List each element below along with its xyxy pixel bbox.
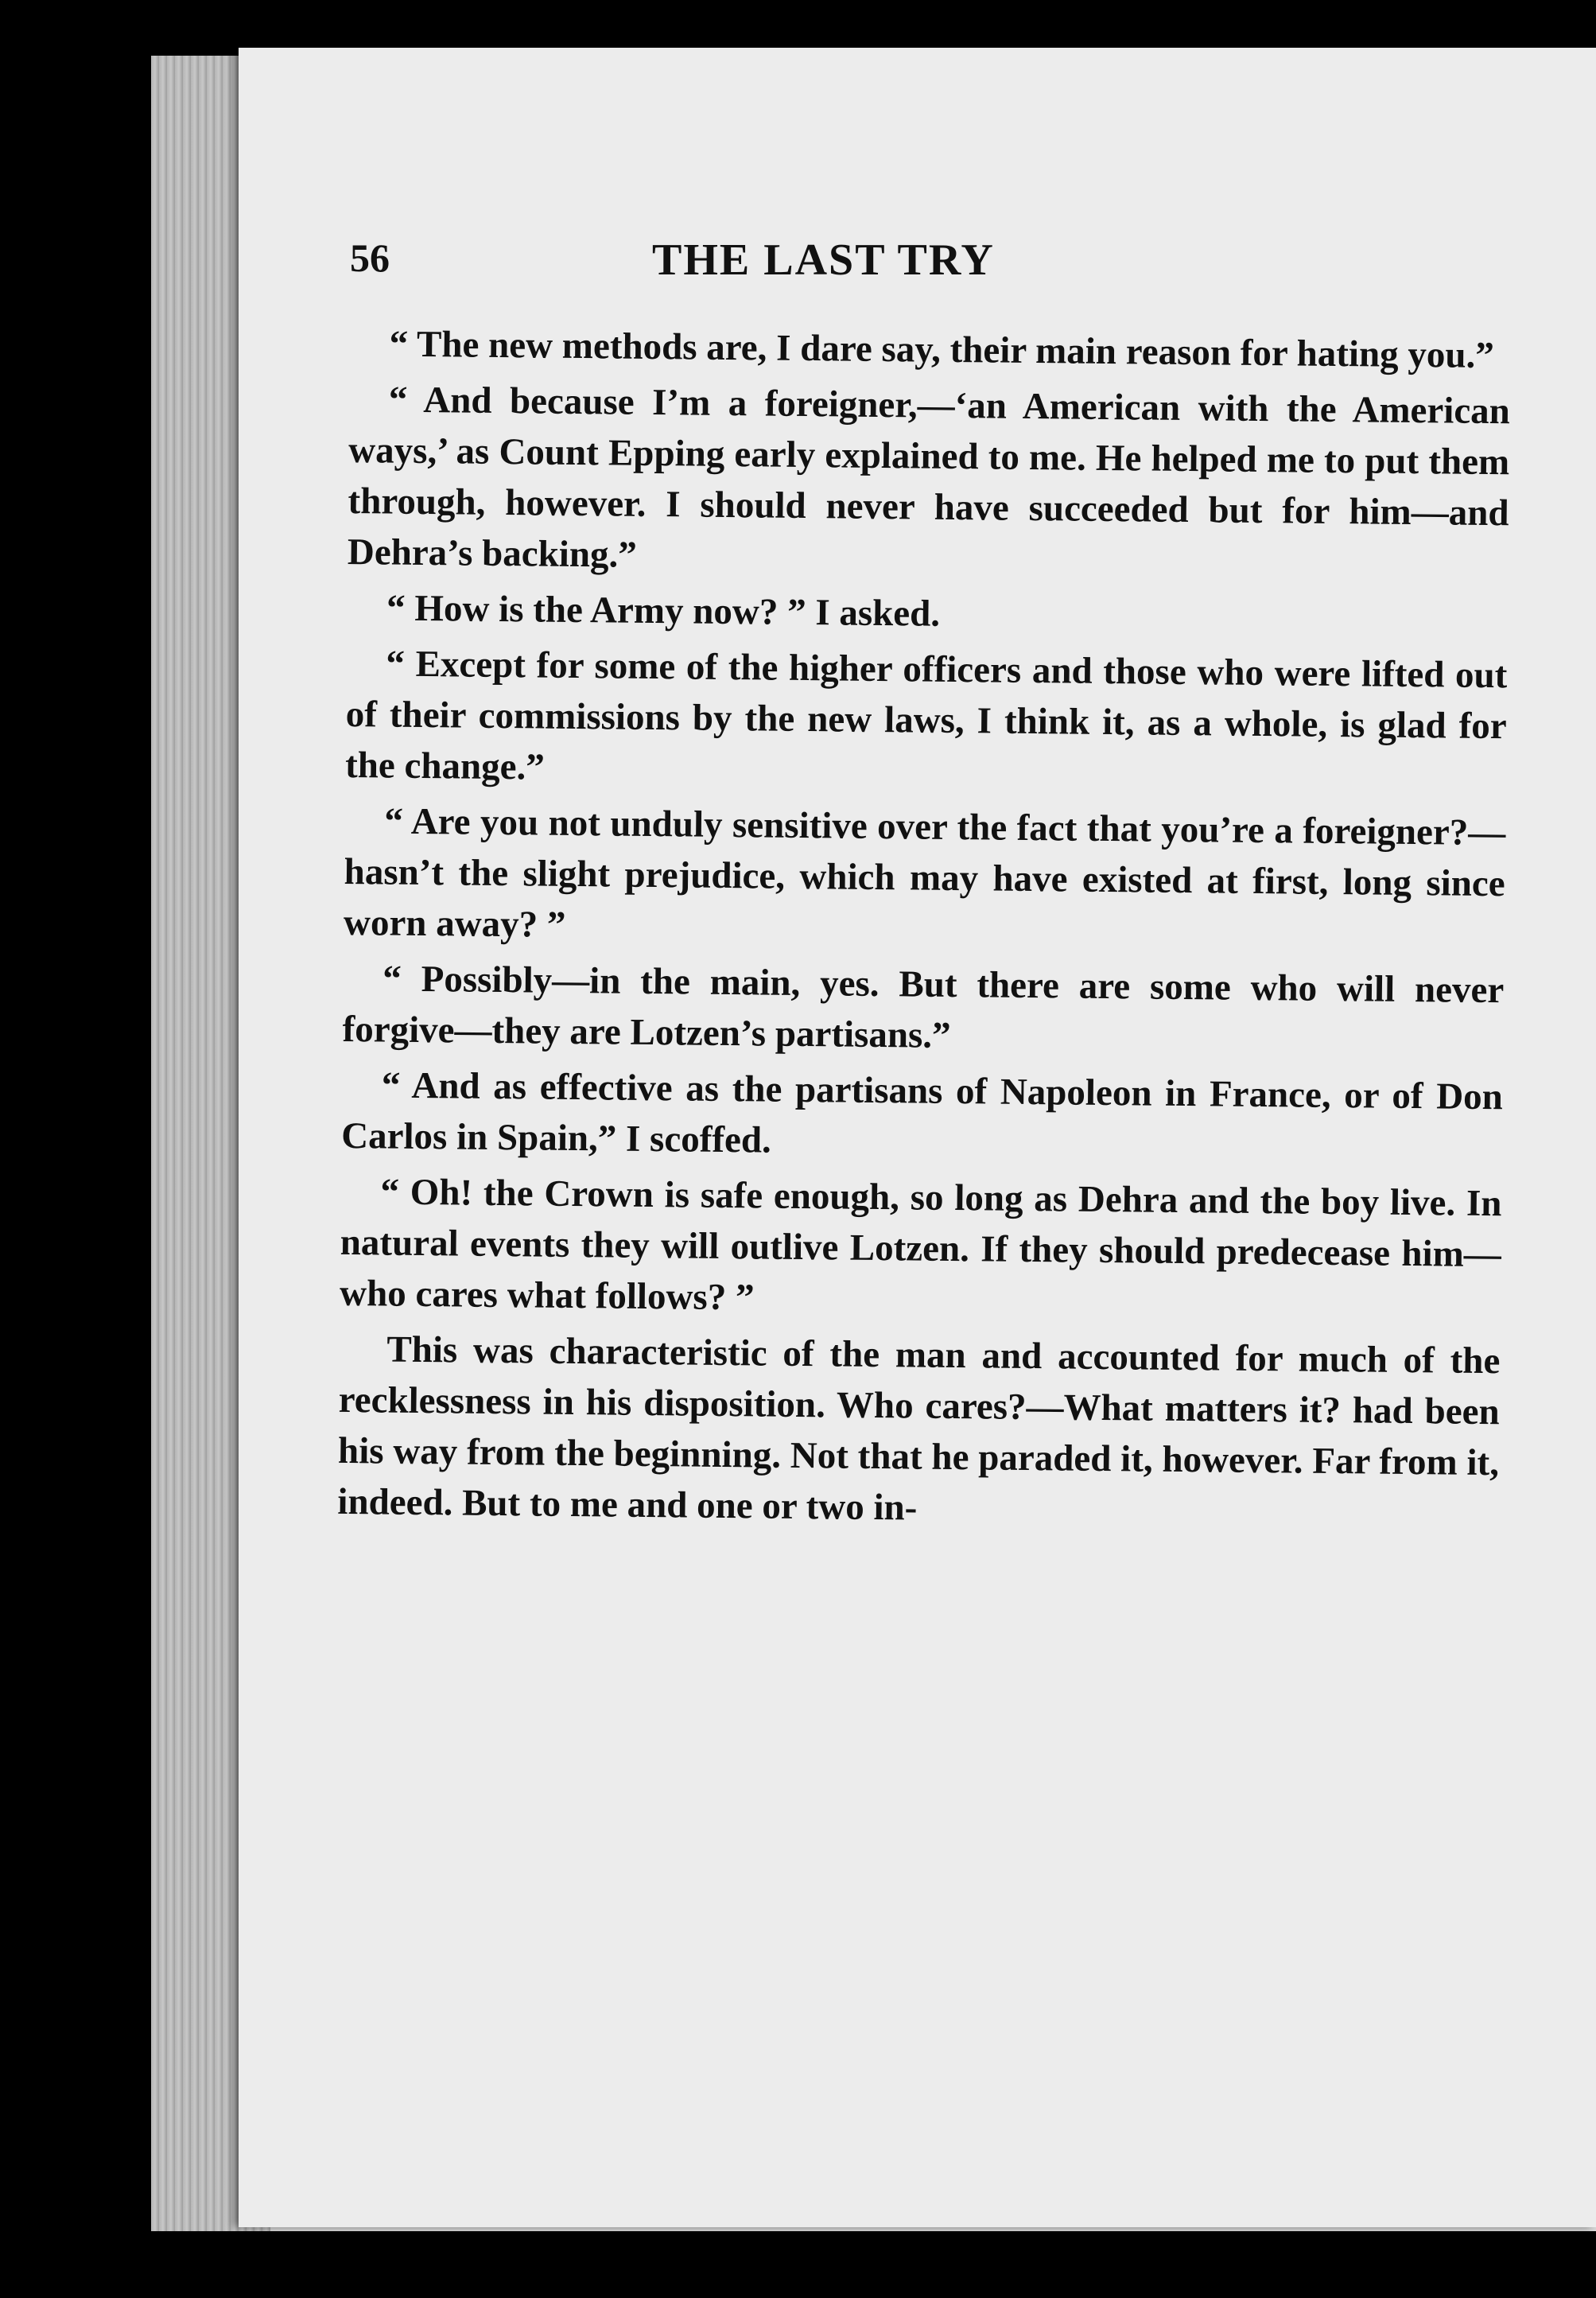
paragraph-9: This was characteristic of the man and accounted for much of the recklessness in his disposition. Who cares?—What matters it? had been his way from the beginning. Not that he paraded it, however. Far from it, indeed. But to me and one or two in- bbox=[337, 1328, 1501, 1529]
page-number: 56 bbox=[350, 235, 390, 280]
page-header bbox=[350, 235, 1527, 298]
paragraph-4: “ Except for some of the higher officers and those who were lifted out of their commissions by the new laws, I think it, as a whole, is glad for the change.” bbox=[344, 643, 1508, 788]
running-title: THE LAST TRY bbox=[652, 235, 995, 285]
paragraph-2: “ And because I’m a foreigner,—‘an American with the American ways,’ as Count Epping early explained to me. He helped me to put them through, however. I should never have succeeded but for him—and Dehra’s backing.” bbox=[347, 379, 1511, 576]
paragraph-6: “ Possibly—in the main, yes. But there are some who will never forgive—they are Lotzen’s partisans.” bbox=[342, 958, 1505, 1056]
paragraph-8: “ Oh! the Crown is safe enough, so long as Dehra and the boy live. In natural events they will outlive Lotzen. If they should predecease him—who cares what follows? ” bbox=[339, 1171, 1502, 1319]
paragraph-1: “ The new methods are, I dare say, their main reason for hating you.” bbox=[389, 323, 1495, 377]
paragraph-7: “ And as effective as the partisans of Napoleon in France, or of Don Carlos in Spain,” I scoffed. bbox=[340, 1064, 1504, 1161]
body-text bbox=[337, 318, 1511, 1544]
paragraph-5: “ Are you not unduly sensitive over the fact that you’re a foreigner?—hasn’t the slight prejudice, which may have existed at first, long since worn away? ” bbox=[343, 800, 1506, 946]
paragraph-3: “ How is the Army now? ” I asked. bbox=[386, 587, 941, 635]
